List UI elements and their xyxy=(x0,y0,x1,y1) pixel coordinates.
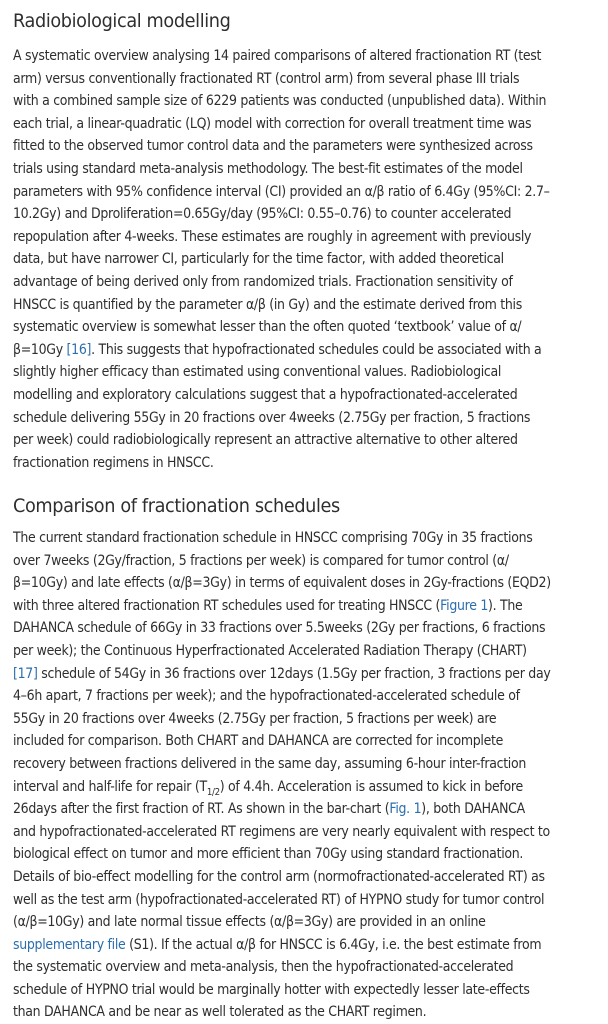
text-line xyxy=(13,572,551,595)
fig-1-link[interactable]: Fig. 1 xyxy=(389,800,422,818)
text-line xyxy=(13,1001,529,1024)
text-span: trials using standard meta-analysis methodology. The best-fit estimates of the model xyxy=(13,159,523,177)
text-span: 26days after the first fraction of RT. As shown in the bar-chart ( xyxy=(13,800,390,818)
text-line xyxy=(13,956,529,979)
subscript: 1/2 xyxy=(206,786,220,798)
section-heading-comparison-of-fractionation-schedules: Comparison of fractionation schedules xyxy=(13,495,340,517)
text-span: parameters with 95% confidence interval (CI) provided an α/β ratio of 6.4Gy (95%CI: 2.7– xyxy=(13,182,550,200)
text-line xyxy=(13,753,529,776)
text-line xyxy=(13,90,547,113)
text-span: well as the test arm (hypofractionated-accelerated RT) of HYPNO study for tumor control xyxy=(13,890,545,908)
paragraph-radiobiological-modelling xyxy=(13,45,608,474)
text-span: 4–6h apart, 7 fractions per week); and the hypofractionated-accelerated schedule of xyxy=(13,687,520,705)
text-span: data, but have narrower CI, particularly for the time factor, with added theoretical xyxy=(13,250,504,268)
text-span: slightly higher efficacy than estimated using conventional values. Radiobiological xyxy=(13,363,502,381)
text-line xyxy=(13,843,529,866)
text-line xyxy=(13,821,550,844)
text-line xyxy=(13,113,532,136)
text-line xyxy=(13,203,529,226)
text-span: β=10Gy xyxy=(13,340,67,358)
text-span: 10.2Gy) and Dproliferation=0.65Gy/day (95%CI: 0.55–0.76) to counter accelerated xyxy=(13,205,512,223)
text-span: systematic overview is somewhat lesser than the often quoted ‘textbook’ value of α/ xyxy=(13,318,522,336)
text-span: the systematic overview and meta-analysis, then the hypofractionated-accelerated xyxy=(13,958,514,976)
text-span: A systematic overview analysing 14 paired comparisons of altered fractionation RT (test xyxy=(13,47,542,64)
text-line xyxy=(13,730,529,753)
text-span: ) of 4.4h. Acceleration is assumed to kick in before xyxy=(219,777,523,795)
text-span: advantage of being derived only from randomized trials. Fractionation sensitivity of xyxy=(13,272,513,290)
text-span: (α/β=10Gy) and late normal tissue effects (α/β=3Gy) are provided in an online xyxy=(13,913,486,931)
text-span: DAHANCA schedule of 66Gy in 33 fractions over 5.5weeks (2Gy per fractions, 6 fractions xyxy=(13,619,546,637)
text-line xyxy=(13,685,529,708)
text-span: schedule delivering 55Gy in 20 fractions over 4weeks (2.75Gy per fraction, 5 fractions xyxy=(13,408,531,426)
text-line xyxy=(13,934,542,957)
text-line xyxy=(13,361,529,384)
text-line xyxy=(13,429,529,452)
text-line xyxy=(13,798,529,821)
text-span: per week); the Continuous Hyperfractionated Accelerated Radiation Therapy (CHART) xyxy=(13,641,527,659)
text-span: fractionation regimens in HNSCC. xyxy=(13,453,214,471)
text-span: ), both DAHANCA xyxy=(421,800,525,818)
text-span: recovery between fractions delivered in the same day, assuming 6-hour inter-fraction xyxy=(13,754,527,772)
text-span: . This suggests that hypofractionated schedules could be associated with a xyxy=(91,340,542,358)
text-line xyxy=(13,316,529,339)
text-span: Details of bio-effect modelling for the control arm (normofractionated-accelerated RT) as xyxy=(13,867,545,885)
text-line xyxy=(13,226,532,249)
text-span: HNSCC is quantified by the parameter α/β (in Gy) and the estimate derived from this xyxy=(13,295,522,313)
text-line xyxy=(13,889,545,912)
text-span: (S1). If the actual α/β for HNSCC is 6.4Gy, i.e. the best estimate from xyxy=(125,935,542,953)
text-span: modelling and exploratory calculations suggest that a hypofractionated-accelerated xyxy=(13,385,518,403)
text-line xyxy=(13,708,529,731)
text-line xyxy=(13,452,529,475)
text-line xyxy=(13,384,529,407)
text-span: The current standard fractionation schedule in HNSCC comprising 70Gy in 35 fractions xyxy=(13,529,533,546)
text-span: each trial, a linear-quadratic (LQ) model with correction for overall treatment time was xyxy=(13,114,532,132)
text-span: and hypofractionated-accelerated RT regimens are very nearly equivalent with respect to xyxy=(13,822,550,840)
text-span: schedule of HYPNO trial would be marginally hotter with expectedly lesser late-effects xyxy=(13,980,530,998)
text-span: with three altered fractionation RT schedules used for treating HNSCC ( xyxy=(13,596,441,614)
text-span: interval and half-life for repair (T xyxy=(13,777,207,795)
text-line xyxy=(13,68,529,91)
text-span: ). The xyxy=(488,596,523,614)
text-line xyxy=(13,595,529,618)
section-heading-radiobiological-modelling: Radiobiological modelling xyxy=(13,10,231,32)
text-line xyxy=(13,45,542,68)
text-line xyxy=(13,663,551,686)
text-span: per week) could radiobiologically represent an attractive alternative to other altered xyxy=(13,431,518,449)
text-line xyxy=(13,158,529,181)
text-span: 55Gy in 20 fractions over 4weeks (2.75Gy per fraction, 5 fractions per week) are xyxy=(13,709,497,727)
text-line xyxy=(13,294,529,317)
text-line xyxy=(13,135,533,158)
text-span: with a combined sample size of 6229 patients was conducted (unpublished data). Within xyxy=(13,92,547,110)
text-line xyxy=(13,911,529,934)
supplementary-file-link[interactable]: supplementary file xyxy=(13,935,126,953)
text-line xyxy=(13,407,529,430)
text-line xyxy=(13,776,529,799)
text-span: schedule of 54Gy in 36 fractions over 12days (1.5Gy per fraction, 3 fractions per day xyxy=(37,664,551,682)
text-line xyxy=(13,979,529,1002)
text-line xyxy=(13,866,545,889)
text-line xyxy=(13,181,550,204)
text-span: β=10Gy) and late effects (α/β=3Gy) in terms of equivalent doses in 2Gy-fractions (EQD2) xyxy=(13,574,551,592)
text-span: fitted to the observed tumor control data and the parameters were synthesized across xyxy=(13,137,533,155)
reference-link-16[interactable]: [16] xyxy=(66,340,92,358)
reference-link-17[interactable]: [17] xyxy=(13,664,38,682)
figure-1-link[interactable]: Figure 1 xyxy=(440,596,489,614)
text-span: over 7weeks (2Gy/fraction, 5 fractions per week) is compared for tumor control (α/ xyxy=(13,551,509,569)
text-line xyxy=(13,339,542,362)
text-line xyxy=(13,640,529,663)
text-line xyxy=(13,527,533,550)
text-span: repopulation after 4-weeks. These estimates are roughly in agreement with previously xyxy=(13,227,532,245)
text-line xyxy=(13,617,546,640)
text-span: included for comparison. Both CHART and DAHANCA are corrected for incomplete xyxy=(13,732,504,750)
text-span: biological effect on tumor and more efficient than 70Gy using standard fractionation. xyxy=(13,845,524,863)
text-line xyxy=(13,550,529,573)
text-line xyxy=(13,271,529,294)
paragraph-comparison-of-fractionation-schedules xyxy=(13,527,608,1024)
text-span: arm) versus conventionally fractionated RT (control arm) from several phase III trials xyxy=(13,69,520,87)
text-line xyxy=(13,248,529,271)
text-span: than DAHANCA and be near as well tolerated as the CHART regimen. xyxy=(13,1003,427,1021)
